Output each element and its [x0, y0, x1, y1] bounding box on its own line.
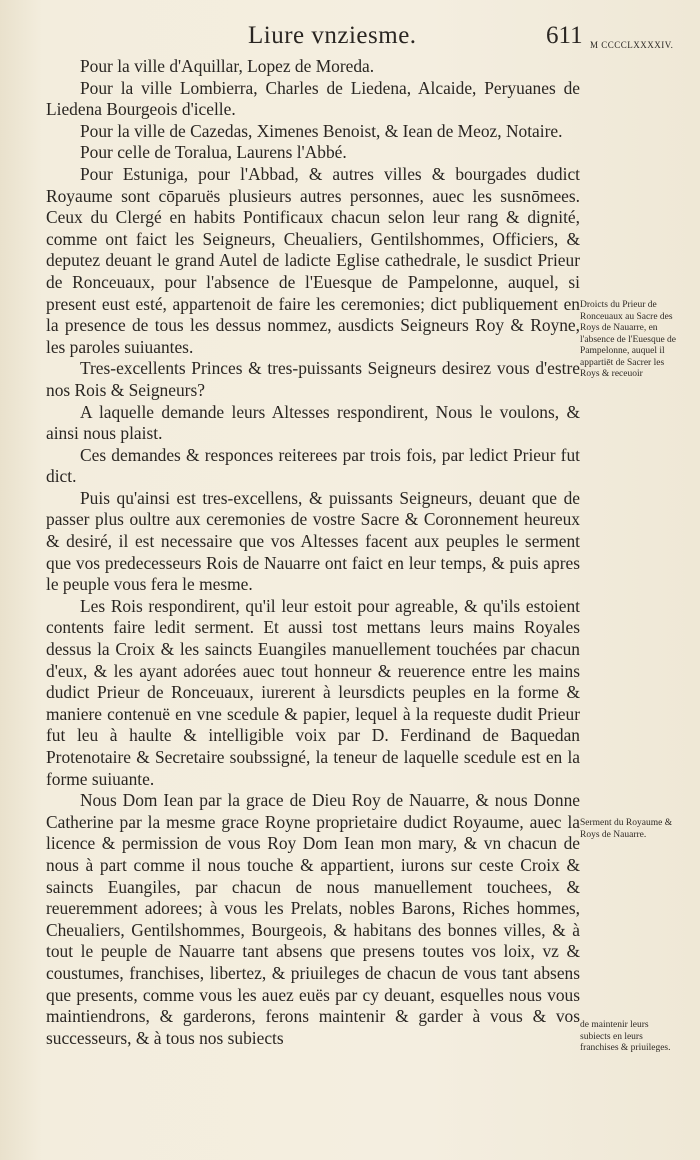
year-margin-note: M CCCCLXXXXIV. — [590, 40, 674, 50]
paragraph: Pour celle de Toralua, Laurens l'Abbé. — [80, 142, 347, 163]
margin-note-prieur: Droicts du Prieur de Ronceuaux au Sacre des Roys de Nauarre, en l'absence de l'Euesque de Pampelonne, auquel il appartiēt de Sacrer les Roys & receuoir — [580, 300, 677, 379]
margin-note-franchises: de maintenir leurs subiects en leurs franchises & priuileges. — [580, 1020, 671, 1053]
paragraph: Ces demandes & responces reiterees par trois fois, par ledict Prieur fut dict. — [46, 444, 580, 487]
page-number: 611 — [546, 22, 583, 49]
running-title: Liure vnziesme. — [248, 22, 417, 49]
paragraph: Pour la ville de Cazedas, Ximenes Benoist, & Iean de Meoz, Notaire. — [80, 120, 563, 141]
main-text — [46, 56, 580, 1049]
paragraph: Puis qu'ainsi est tres-excellens, & puissants Seigneurs, deuant que de passer plus oultre aux ceremonies de vostre Sacre & Coronnement heureux & desiré, il est necessaire que vos Altesses facent aux peuples le serment que vos predecesseurs Rois de Nauarre ont faict en leur temps, & puis apres le peuple vous fera le mesme. — [46, 487, 580, 595]
paragraph: Pour Estuniga, pour l'Abbad, & autres villes & bourgades dudict Royaume sont cōparuës plusieurs autres personnes, auec les susnōmees. Ceux du Clergé en habits Pontificaux chacun selon leur rang & dignité, comme ont faict les Seigneurs, Cheualiers, Gentilshommes, Officiers, & deputez deuant le grand Autel de ladicte Eglise cathedrale, le susdict Prieur de Ronceuaux, pour l'absence de l'Euesque de Pampelonne, auquel, si present eust esté, appartenoit de faire les ceremonies; dict publiquement en la presence de tous les dessus nommez, ausdicts Seigneurs Roy & Royne, les paroles suiuantes. — [46, 163, 580, 357]
paragraph: A laquelle demande leurs Altesses respondirent, Nous le voulons, & ainsi nous plaist. — [46, 401, 580, 444]
paragraph: Pour la ville d'Aquillar, Lopez de Moreda. — [80, 56, 375, 76]
margin-note-serment: Serment du Royaume & Roys de Nauarre. — [580, 818, 673, 840]
paragraph: Nous Dom Iean par la grace de Dieu Roy de Nauarre, & nous Donne Catherine par la mesme grace Royne proprietaire dudict Royaume, auec la licence & permission de vous Roy Dom Iean mon mary, & vn chacun de nous à part comme il nous touche & appartient, iurons sur ceste Croix & saincts Euangiles, par chacun de nous manuellement touchees, & reueremment adorees; à vous les Prelats, nobles Barons, Riches hommes, Cheualiers, Gentilshommes, Bourgeois, & habitans des bonnes villes, & à tout le peuple de Nauarre tant absens que presens toutes vos loix, vz & coustumes, franchises, libertez, & priuileges de chacun de vous tant absens que presents, comme vous les auez euës par cy deuant, esquelles nous vous maintiendrons, & garderons, ferons maintenir & garder à vous & vos successeurs, & à tous nos subiects — [46, 790, 580, 1048]
paragraph: Les Rois respondirent, qu'il leur estoit pour agreable, & qu'ils estoient contents faire ledit serment. Et aussi tost mettans leurs mains Royales dessus la Croix & les saincts Euangiles manuellement touchées par chacun d'eux, & les ayant adorées auec tout honneur & reuerence entre les mains dudict Prieur de Ronceuaux, iurerent à leursdicts peuples en la forme & maniere contenuë en vne scedule & papier, lequel à la requeste dudit Prieur fut leu à haulte & intelligible voix par D. Ferdinand de Baquedan Protenotaire & Secretaire soubssigné, la teneur de laquelle scedule est en la forme suiuante. — [46, 595, 580, 789]
paragraph: Tres-excellents Princes & tres-puissants Seigneurs desirez vous d'estre nos Rois & Seigneurs? — [46, 358, 580, 400]
paragraph: Pour la ville Lombierra, Charles de Liedena, Alcaide, Peryuanes de Liedena Bourgeois d'icelle. — [46, 77, 580, 120]
